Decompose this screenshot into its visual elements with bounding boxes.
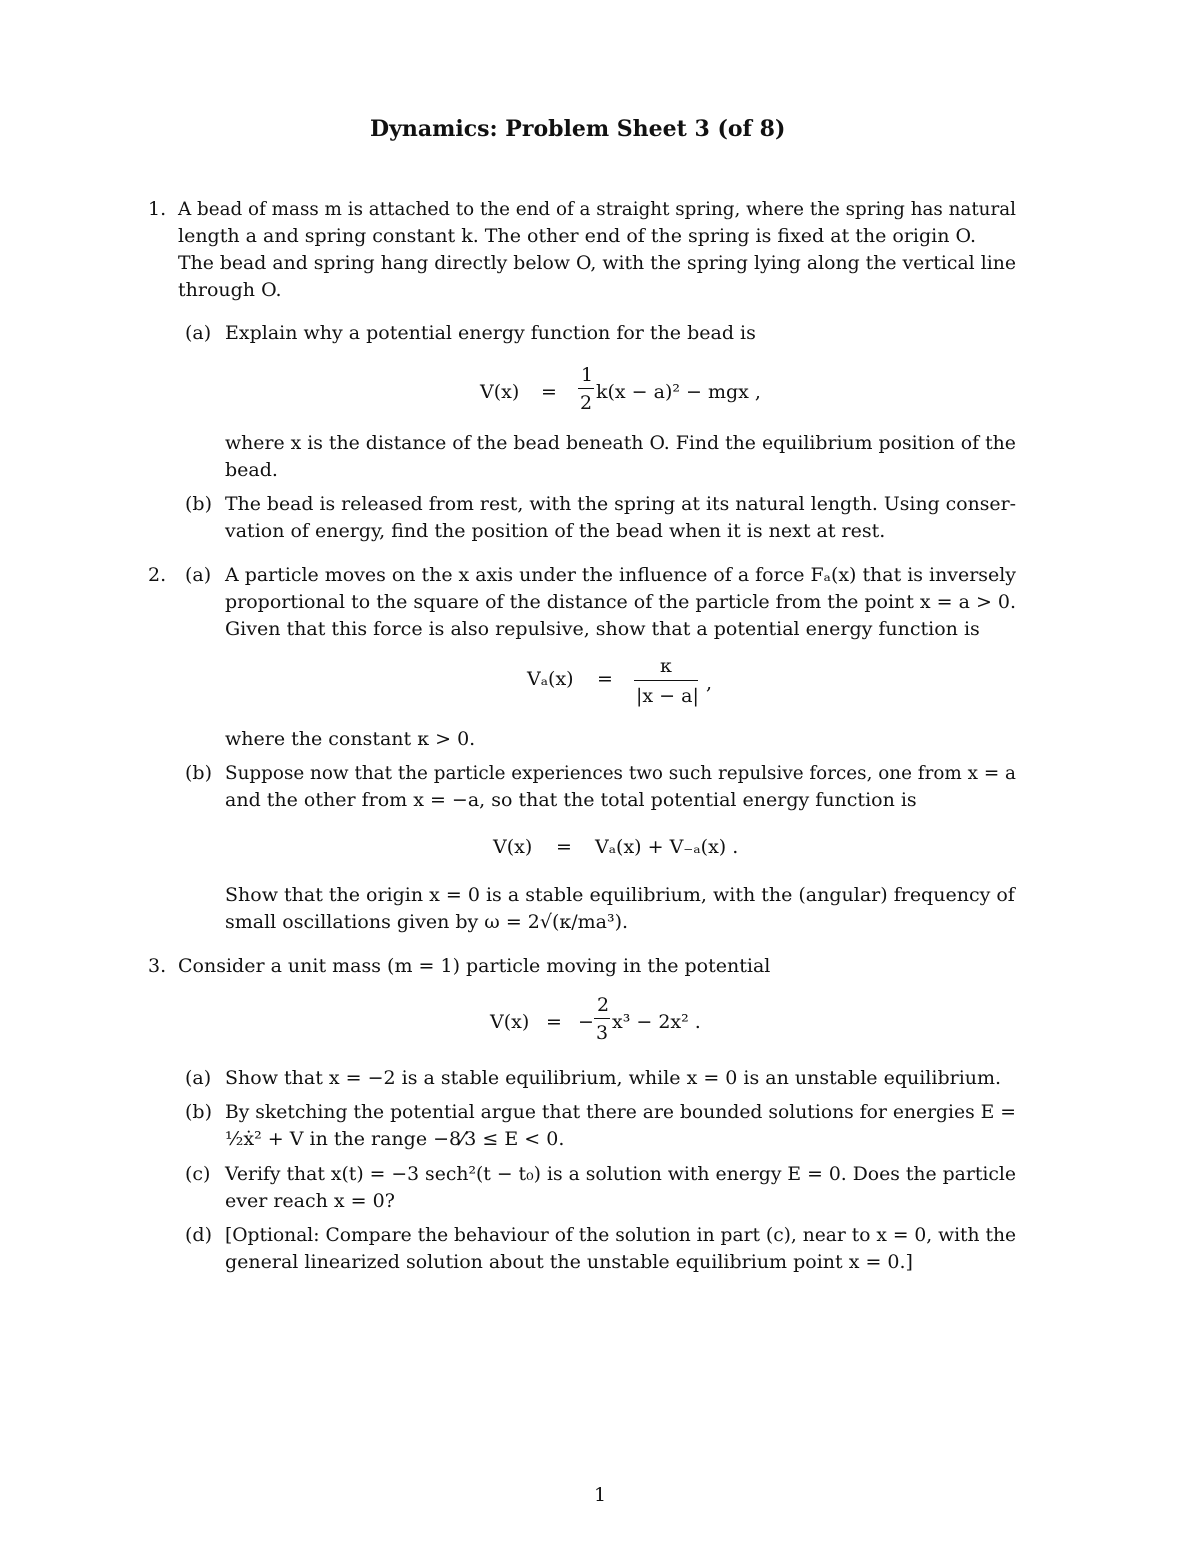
problem-2b-label: (b) — [185, 762, 212, 784]
problem-3b-label: (b) — [185, 1101, 212, 1123]
problem-2b-after: small oscillations given by ω = 2√(κ/ma³). — [225, 911, 629, 933]
eq2b-equals: = — [556, 836, 572, 858]
problem-1a-after: bead. — [225, 459, 278, 481]
page-title: Dynamics: Problem Sheet 3 (of 8) — [370, 116, 786, 142]
eq2b-rhs: Vₐ(x) + V₋ₐ(x) . — [595, 836, 739, 858]
eq1-lhs: V(x) — [480, 381, 520, 403]
problem-1b-line: vation of energy, find the position of the bead when it is next at rest. — [225, 520, 886, 542]
problem-1-line: length a and spring constant k. The other end of the spring is fixed at the origin O. — [178, 225, 977, 247]
problem-2b-after: Show that the origin x = 0 is a stable equilibrium, with the (angular) frequency of — [225, 884, 1015, 906]
problem-3c-label: (c) — [185, 1163, 211, 1185]
eq2a-lhs: Vₐ(x) — [527, 668, 574, 690]
problem-2a-label: (a) — [185, 564, 212, 586]
problem-2a-line: A particle moves on the x axis under the influence of a force Fₐ(x) that is inversely — [225, 564, 1016, 586]
problem-1a-after: where x is the distance of the bead beneath O. Find the equilibrium position of the — [225, 432, 1016, 454]
problem-1b-line: The bead is released from rest, with the spring at its natural length. Using conser- — [225, 493, 1016, 515]
problem-3-number: 3. — [148, 955, 167, 977]
problem-1a-text: Explain why a potential energy function for the bead is — [225, 322, 756, 344]
problem-3a-label: (a) — [185, 1067, 212, 1089]
problem-2a-line: Given that this force is also repulsive, show that a potential energy function is — [225, 618, 980, 640]
eq3-rhs: x³ − 2x² . — [612, 1011, 701, 1033]
problem-3b-line: ½ẋ² + V in the range −8⁄3 ≤ E < 0. — [225, 1128, 565, 1150]
problem-3d-line: [Optional: Compare the behaviour of the solution in part (c), near to x = 0, with the — [225, 1224, 1017, 1246]
eq1-denominator: 2 — [580, 392, 593, 414]
eq3-equals: = — [546, 1011, 562, 1033]
eq2a-comma: , — [706, 672, 713, 694]
eq2b-lhs: V(x) — [493, 836, 533, 858]
eq1-rhs: k(x − a)² − mgx , — [596, 381, 761, 403]
problem-1-line: The bead and spring hang directly below O, with the spring lying along the vertical line — [178, 252, 1017, 274]
eq3-minus: − — [578, 1011, 594, 1033]
eq1-fraction-bar — [578, 388, 594, 389]
problem-3d-line: general linearized solution about the unstable equilibrium point x = 0.] — [225, 1251, 913, 1273]
problem-1-line: A bead of mass m is attached to the end of a straight spring, where the spring has natural — [178, 198, 1017, 220]
eq1-equals: = — [541, 381, 557, 403]
eq3-numerator: 2 — [597, 994, 610, 1016]
problem-3c-line: ever reach x = 0? — [225, 1190, 395, 1212]
eq3-denominator: 3 — [596, 1022, 609, 1044]
eq2a-numerator: κ — [660, 655, 672, 677]
problem-3c-line: Verify that x(t) = −3 sech²(t − t₀) is a solution with energy E = 0. Does the particle — [225, 1163, 1017, 1185]
problem-2b-line: Suppose now that the particle experiences two such repulsive forces, one from x = a — [225, 762, 1017, 784]
problem-3d-label: (d) — [185, 1224, 212, 1246]
problem-3b-line: By sketching the potential argue that there are bounded solutions for energies E = — [225, 1101, 1017, 1123]
problem-3-intro: Consider a unit mass (m = 1) particle moving in the potential — [178, 955, 771, 977]
eq2a-equals: = — [597, 668, 613, 690]
problem-1a-label: (a) — [185, 322, 212, 344]
eq3-fraction-bar — [594, 1018, 610, 1019]
eq2a-denominator: |x − a| — [636, 685, 699, 707]
eq2a-fraction-bar — [634, 680, 698, 681]
eq3-lhs: V(x) — [490, 1011, 530, 1033]
problem-1b-label: (b) — [185, 493, 212, 515]
problem-2a-after: where the constant κ > 0. — [225, 728, 476, 750]
page-number: 1 — [594, 1484, 607, 1506]
eq1-numerator: 1 — [581, 364, 594, 386]
problem-2-number: 2. — [148, 564, 167, 586]
problem-2b-line: and the other from x = −a, so that the total potential energy function is — [225, 789, 917, 811]
problem-3a-text: Show that x = −2 is a stable equilibrium, while x = 0 is an unstable equilibrium. — [225, 1067, 1002, 1089]
problem-1-number: 1. — [148, 198, 167, 220]
problem-1-line: through O. — [178, 279, 282, 301]
problem-2a-line: proportional to the square of the distance of the particle from the point x = a > 0. — [225, 591, 1017, 613]
